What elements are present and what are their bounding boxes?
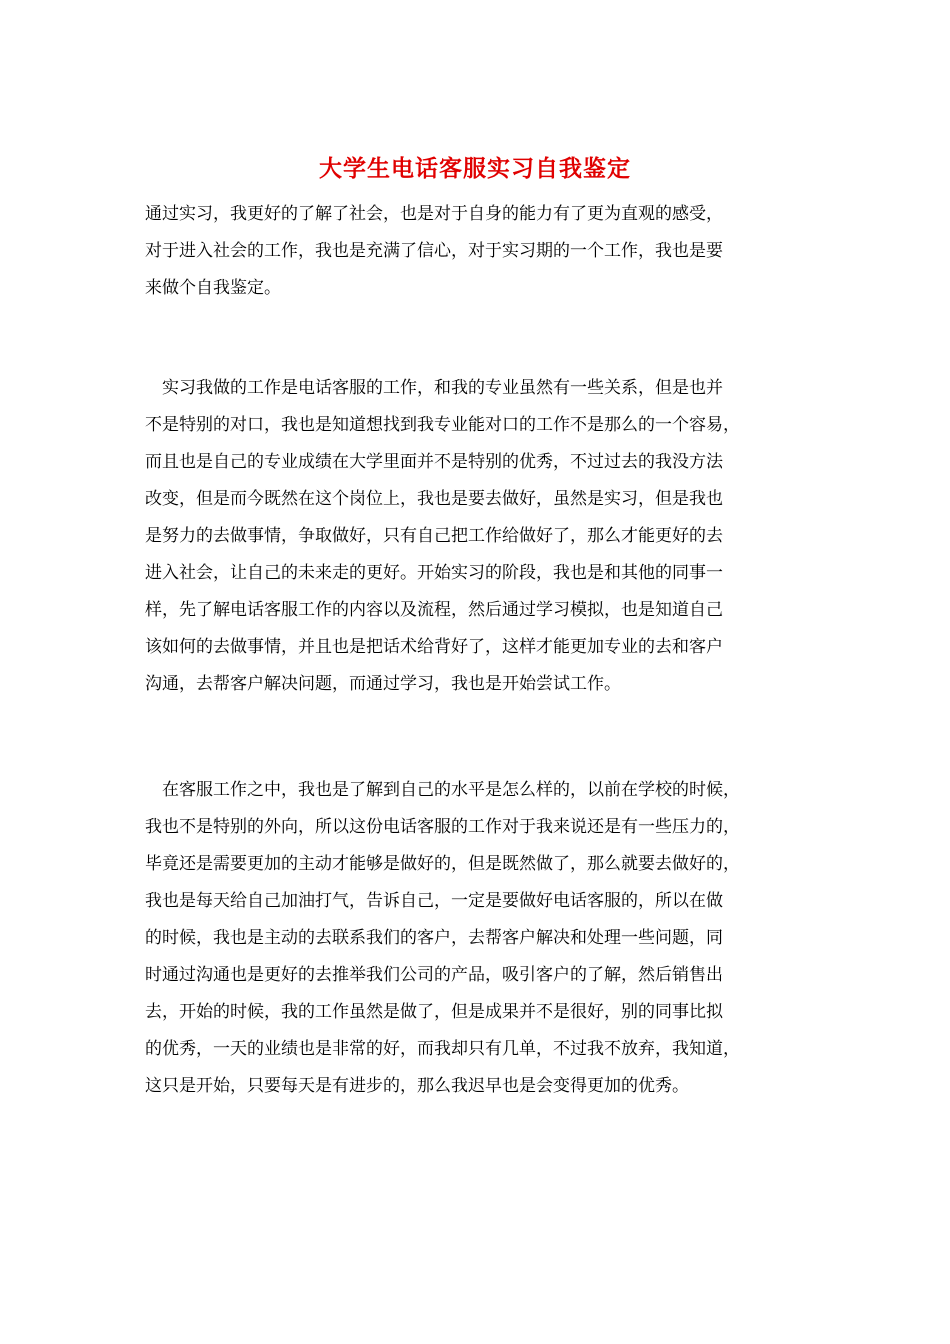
paragraph-line: 改变，但是而今既然在这个岗位上，我也是要去做好，虽然是实习，但是我也 [145,489,723,509]
paragraph-line: 在客服工作之中，我也是了解到自己的水平是怎么样的，以前在学校的时候， [145,780,740,800]
paragraph-line: 是努力的去做事情，争取做好，只有自己把工作给做好了，那么才能更好的去 [145,526,723,546]
paragraph-line: 对于进入社会的工作，我也是充满了信心，对于实习期的一个工作，我也是要 [145,241,723,261]
paragraph-intro [145,196,815,307]
paragraph-line: 来做个自我鉴定。 [145,278,281,298]
paragraph-service [145,772,815,1105]
paragraph-line: 不是特别的对口，我也是知道想找到我专业能对口的工作不是那么的一个容易， [145,415,740,435]
paragraph-line: 样，先了解电话客服工作的内容以及流程，然后通过学习模拟，也是知道自己 [145,600,723,620]
paragraph-line: 而且也是自己的专业成绩在大学里面并不是特别的优秀，不过过去的我没方法 [145,452,723,472]
paragraph-line: 的时候，我也是主动的去联系我们的客户，去帮客户解决和处理一些问题，同 [145,928,723,948]
paragraph-line: 我也不是特别的外向，所以这份电话客服的工作对于我来说还是有一些压力的， [145,817,740,837]
paragraph-line: 沟通，去帮客户解决问题，而通过学习，我也是开始尝试工作。 [145,674,621,694]
paragraph-work [145,370,815,703]
paragraph-line: 毕竟还是需要更加的主动才能够是做好的，但是既然做了，那么就要去做好的， [145,854,740,874]
paragraph-line: 时通过沟通也是更好的去推举我们公司的产品，吸引客户的了解，然后销售出 [145,965,723,985]
paragraph-line: 的优秀，一天的业绩也是非常的好，而我却只有几单，不过我不放弃，我知道， [145,1039,740,1059]
paragraph-line: 这只是开始，只要每天是有进步的，那么我迟早也是会变得更加的优秀。 [145,1076,689,1096]
paragraph-line: 我也是每天给自己加油打气，告诉自己，一定是要做好电话客服的，所以在做 [145,891,723,911]
paragraph-line: 该如何的去做事情，并且也是把话术给背好了，这样才能更加专业的去和客户 [145,637,723,657]
paragraph-line: 进入社会，让自己的未来走的更好。开始实习的阶段，我也是和其他的同事一 [145,563,723,583]
paragraph-line: 通过实习，我更好的了解了社会，也是对于自身的能力有了更为直观的感受， [145,204,723,224]
paragraph-line: 去，开始的时候，我的工作虽然是做了，但是成果并不是很好，别的同事比拟 [145,1002,723,1022]
paragraph-line: 实习我做的工作是电话客服的工作，和我的专业虽然有一些关系，但是也并 [145,378,723,398]
document-title: 大学生电话客服实习自我鉴定 [319,155,631,182]
